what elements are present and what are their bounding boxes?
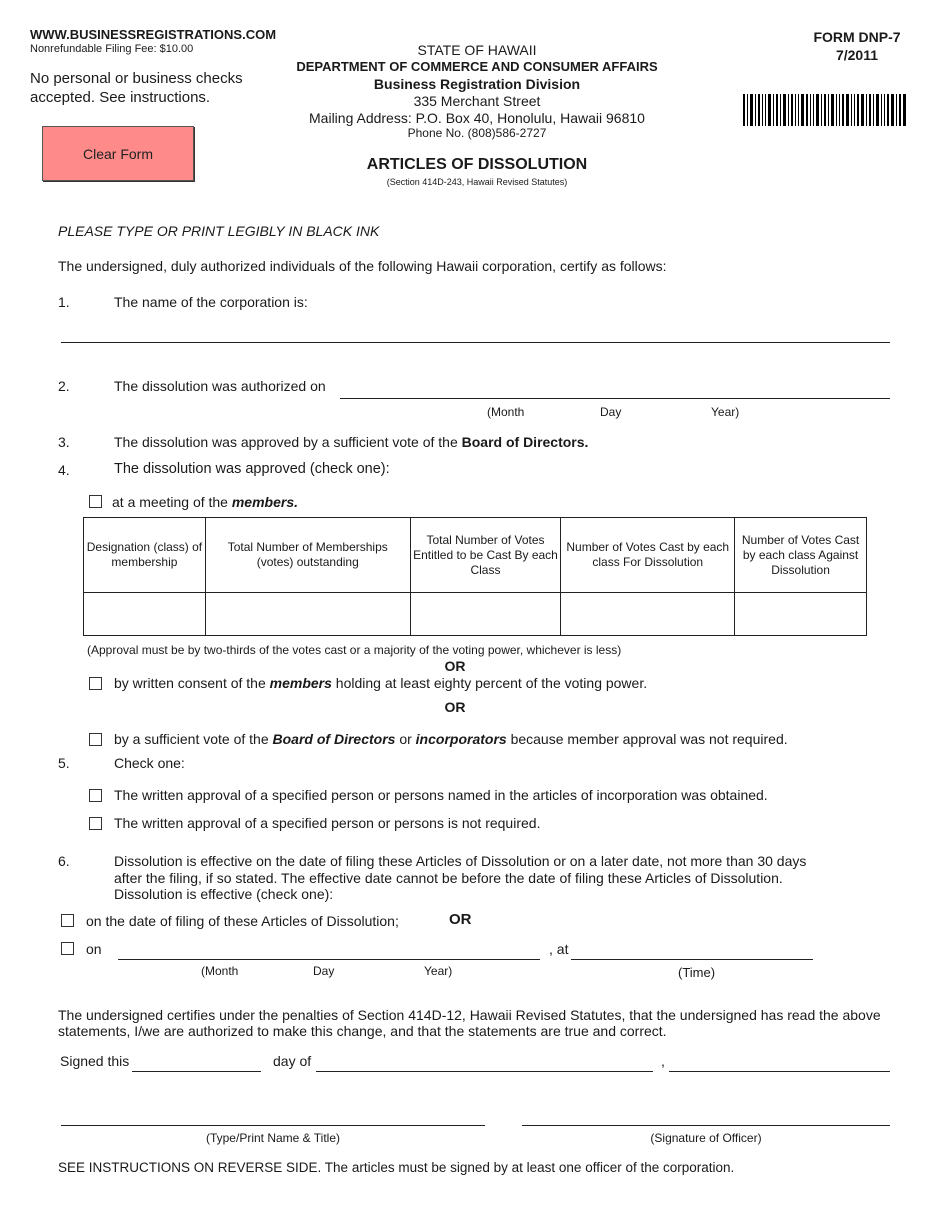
signature-caption: (Signature of Officer) [650, 1131, 762, 1145]
authorized-date-line [340, 398, 890, 399]
signed-day-line [132, 1071, 261, 1072]
effective-time-input[interactable] [573, 940, 811, 958]
state-name: STATE OF HAWAII [417, 42, 537, 58]
signed-day-input[interactable] [134, 1052, 259, 1070]
certification-line-2: statements, I/we are authorized to make this change, and that the statements are true and correct. [58, 1023, 667, 1039]
filing-fee: Nonrefundable Filing Fee: $10.00 [30, 43, 194, 55]
item6-year-label: Year) [424, 964, 453, 978]
item6-day-label: Day [313, 964, 335, 978]
form-date: 7/2011 [835, 47, 879, 63]
item6-number: 6. [58, 853, 70, 869]
name-title-line [61, 1125, 485, 1126]
item6-time-label: (Time) [678, 965, 716, 980]
votes-header-total-memberships: Total Number of Memberships (votes) outstanding [205, 518, 410, 593]
item2-year-label: Year) [711, 405, 740, 419]
votes-table-header-row [84, 518, 867, 593]
votes-header-against: Number of Votes Cast by each class Against Dissolution [735, 518, 867, 593]
or-separator-3: OR [449, 911, 472, 928]
effective-time-line [571, 959, 813, 960]
votes-cell-entitled[interactable] [410, 593, 561, 636]
clear-form-button[interactable]: Clear Form [42, 126, 194, 181]
item6-line-2: after the filing, if so stated. The effective date cannot be before the date of filing these Articles of Dissolution. [114, 870, 783, 886]
signed-month-input[interactable] [318, 1052, 651, 1070]
checks-note: No personal or business checks accepted. See instructions. [30, 70, 243, 106]
officer-signature-line [522, 1125, 890, 1126]
item1-number: 1. [58, 294, 70, 310]
item2-day-label: Day [600, 405, 622, 419]
or-separator-2: OR [444, 699, 466, 715]
signed-year-input[interactable] [671, 1052, 888, 1070]
item3-number: 3. [58, 434, 70, 450]
website-url: WWW.BUSINESSREGISTRATIONS.COM [30, 27, 277, 42]
item6-line-3: Dissolution is effective (check one): [114, 886, 334, 902]
board-vote-checkbox[interactable] [89, 733, 102, 746]
signed-year-line [669, 1071, 890, 1072]
signed-this-label: Signed this [60, 1053, 130, 1069]
item2-number: 2. [58, 378, 70, 394]
form-id: FORM DNP-7 [813, 29, 901, 45]
votes-cell-total-memberships[interactable] [205, 593, 410, 636]
votes-cell-designation[interactable] [84, 593, 206, 636]
certify-intro: The undersigned, duly authorized individuals of the following Hawaii corporation, certify as follows: [58, 258, 667, 274]
meeting-members-label: at a meeting of the members. [112, 494, 299, 510]
votes-cell-for[interactable] [561, 593, 735, 636]
form-title: ARTICLES OF DISSOLUTION [366, 156, 588, 173]
mailing-address: Mailing Address: P.O. Box 40, Honolulu, Hawaii 96810 [309, 110, 645, 126]
item4-label: The dissolution was approved (check one): [114, 461, 390, 477]
effective-later-date-checkbox[interactable] [61, 942, 74, 955]
street-address: 335 Merchant Street [413, 93, 541, 109]
written-consent-label: by written consent of the members holding at least eighty percent of the voting power. [114, 675, 648, 691]
approval-not-required-label: The written approval of a specified person or persons is not required. [114, 815, 541, 831]
barcode-icon [743, 94, 906, 126]
item2-label: The dissolution was authorized on [114, 378, 326, 394]
effective-date-line [118, 959, 540, 960]
or-separator-1: OR [444, 658, 466, 674]
item3-label: The dissolution was approved by a sufficient vote of the Board of Directors. [114, 434, 589, 450]
board-vote-label: by a sufficient vote of the Board of Directors or incorporators because member approval was not required. [114, 731, 788, 747]
officer-signature-input[interactable] [523, 1105, 888, 1123]
department-name: DEPARTMENT OF COMMERCE AND CONSUMER AFFAIRS [296, 59, 658, 74]
corporation-name-line [61, 342, 890, 343]
approval-not-required-checkbox[interactable] [89, 817, 102, 830]
approval-note: (Approval must be by two-thirds of the votes cast or a majority of the voting power, whichever is less) [87, 643, 622, 657]
date-comma: , [661, 1053, 665, 1069]
division-name: Business Registration Division [373, 76, 581, 92]
approval-obtained-checkbox[interactable] [89, 789, 102, 802]
item6-month-label: (Month [201, 964, 239, 978]
votes-table-row [84, 593, 867, 636]
ink-note: PLEASE TYPE OR PRINT LEGIBLY IN BLACK INK [58, 223, 380, 239]
item4-number: 4. [58, 462, 70, 478]
effective-on-label: on [86, 941, 102, 957]
item1-label: The name of the corporation is: [114, 294, 308, 310]
name-title-input[interactable] [62, 1105, 483, 1123]
effective-at-label: , at [549, 941, 569, 957]
votes-cell-against[interactable] [735, 593, 867, 636]
name-title-caption: (Type/Print Name & Title) [205, 1131, 341, 1145]
day-of-label: day of [273, 1053, 312, 1069]
certification-line-1: The undersigned certifies under the penalties of Section 414D-12, Hawaii Revised Statutes, that the undersigned has read the above [58, 1007, 881, 1023]
instructions-footer: SEE INSTRUCTIONS ON REVERSE SIDE. The articles must be signed by at least one officer of the corporation. [58, 1160, 735, 1175]
item6-line-1: Dissolution is effective on the date of filing these Articles of Dissolution or on a later date, not more than 30 days [114, 853, 807, 869]
effective-filing-date-checkbox[interactable] [61, 914, 74, 927]
item2-month-label: (Month [487, 405, 525, 419]
written-consent-checkbox[interactable] [89, 677, 102, 690]
effective-filing-date-label: on the date of filing of these Articles of Dissolution; [86, 913, 399, 929]
meeting-members-checkbox[interactable] [89, 495, 102, 508]
item5-number: 5. [58, 755, 70, 771]
votes-header-for: Number of Votes Cast by each class For Dissolution [561, 518, 735, 593]
authorized-date-input[interactable] [342, 378, 888, 396]
item5-label: Check one: [114, 755, 185, 771]
votes-header-designation: Designation (class) of membership [84, 518, 206, 593]
corporation-name-input[interactable] [62, 322, 888, 340]
votes-table [83, 517, 867, 636]
signed-month-line [316, 1071, 653, 1072]
effective-date-input[interactable] [120, 940, 538, 958]
votes-header-entitled: Total Number of Votes Entitled to be Cast By each Class [410, 518, 561, 593]
form-subtitle: (Section 414D-243, Hawaii Revised Statutes) [386, 177, 568, 187]
phone-number: Phone No. (808)586-2727 [407, 126, 547, 140]
approval-obtained-label: The written approval of a specified person or persons named in the articles of incorporation was obtained. [114, 787, 768, 803]
